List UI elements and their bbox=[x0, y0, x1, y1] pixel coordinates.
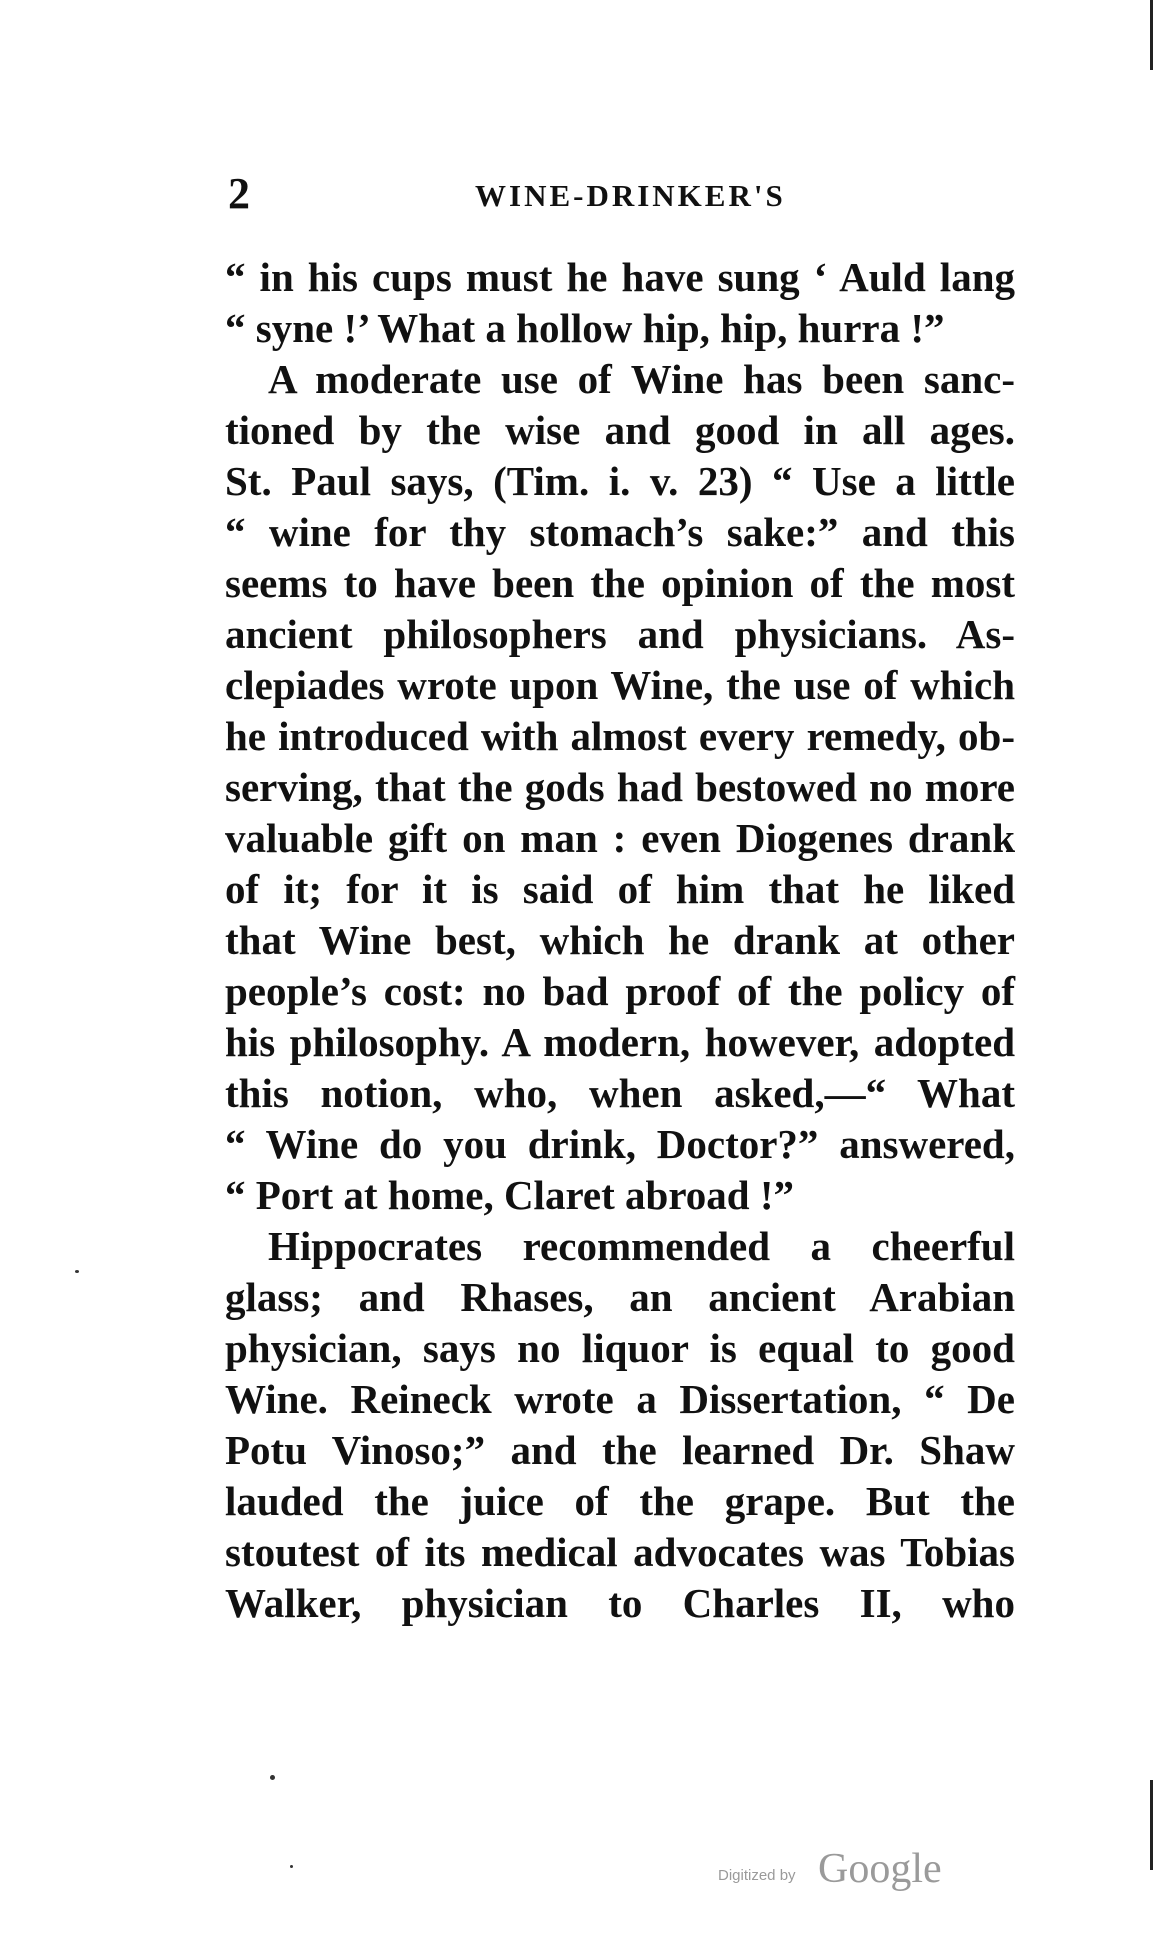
text-line: glass; and Rhases, an ancient Arabian bbox=[225, 1274, 1015, 1320]
text-line: Potu Vinoso;” and the learned Dr. Shaw bbox=[225, 1427, 1015, 1473]
text-line: his philosophy. A modern, however, adopted bbox=[225, 1019, 1015, 1065]
text-line: this notion, who, when asked,—“ What bbox=[225, 1070, 1015, 1116]
text-line: “ wine for thy stomach’s sake:” and this bbox=[225, 509, 1015, 555]
text-line: physician, says no liquor is equal to good bbox=[225, 1325, 1015, 1371]
scan-edge-mark bbox=[1150, 0, 1153, 70]
text-line: lauded the juice of the grape. But the bbox=[225, 1478, 1015, 1524]
text-line: Walker, physician to Charles II, who bbox=[225, 1580, 1015, 1626]
text-line: seems to have been the opinion of the most bbox=[225, 560, 1015, 606]
text-line: ancient philosophers and physicians. As- bbox=[225, 611, 1015, 657]
text-line: “ Port at home, Claret abroad !” bbox=[225, 1172, 794, 1218]
text-line: he introduced with almost every remedy, ob- bbox=[225, 713, 1015, 759]
text-line: serving, that the gods had bestowed no more bbox=[225, 764, 1015, 810]
watermark-logo-text: Google bbox=[818, 1846, 942, 1892]
text-line: people’s cost: no bad proof of the policy of bbox=[225, 968, 1015, 1014]
text-line: that Wine best, which he drank at other bbox=[225, 917, 1015, 963]
text-line: St. Paul says, (Tim. i. v. 23) “ Use a little bbox=[225, 458, 1015, 504]
page-number: 2 bbox=[228, 169, 250, 218]
text-line: “ Wine do you drink, Doctor?” answered, bbox=[225, 1121, 1015, 1167]
text-line: clepiades wrote upon Wine, the use of which bbox=[225, 662, 1015, 708]
text-line: “ in his cups must he have sung ‘ Auld lang bbox=[225, 254, 1015, 300]
running-title: WINE-DRINKER'S bbox=[475, 178, 786, 213]
scan-speck bbox=[290, 1865, 293, 1868]
scan-speck bbox=[75, 1270, 79, 1273]
scan-speck bbox=[270, 1775, 275, 1780]
digitized-watermark bbox=[718, 1845, 978, 1895]
text-line: A moderate use of Wine has been sanc- bbox=[268, 356, 1015, 402]
text-line: “ syne !’ What a hollow hip, hip, hurra !” bbox=[225, 305, 945, 351]
text-line: Wine. Reineck wrote a Dissertation, “ De bbox=[225, 1376, 1015, 1422]
body-text bbox=[225, 252, 1015, 1629]
scan-edge-mark bbox=[1150, 1780, 1153, 1870]
page-header bbox=[225, 168, 1025, 216]
text-line: tioned by the wise and good in all ages. bbox=[225, 407, 1015, 453]
text-line: Hippocrates recommended a cheerful bbox=[268, 1223, 1015, 1269]
watermark-small-text: Digitized by bbox=[718, 1867, 796, 1884]
text-line: stoutest of its medical advocates was Tobias bbox=[225, 1529, 1015, 1575]
text-line: valuable gift on man : even Diogenes drank bbox=[225, 815, 1015, 861]
text-line: of it; for it is said of him that he liked bbox=[225, 866, 1015, 912]
